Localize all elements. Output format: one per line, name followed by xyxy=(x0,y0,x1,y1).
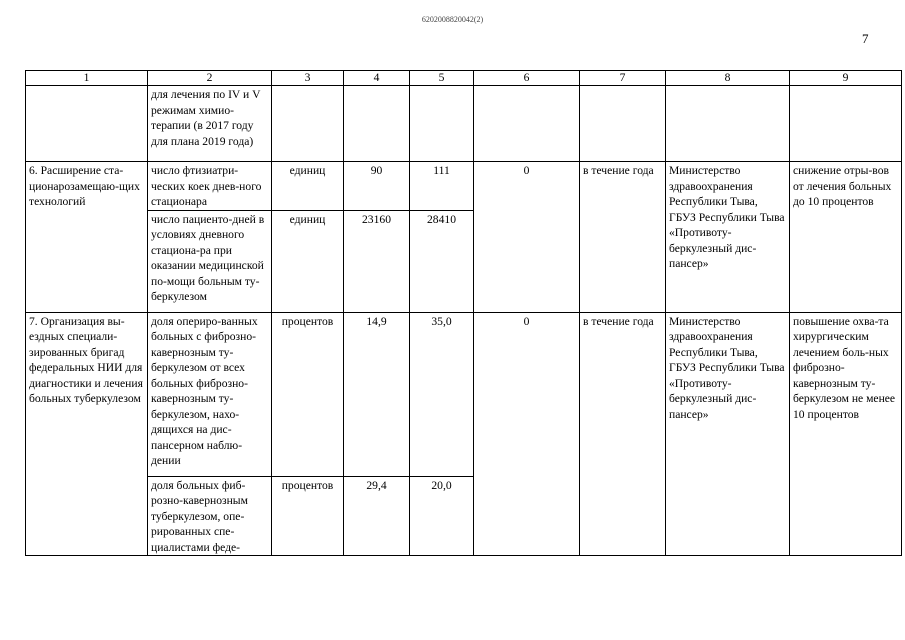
table-cell xyxy=(344,86,410,162)
document-id: 6202008820042(2) xyxy=(421,15,484,24)
table-row xyxy=(26,86,902,162)
measure-cell: 7. Организация вы-ездных специали-зированных бригад федеральных НИИ для диагностики и лечения больных туберкулезом xyxy=(26,312,148,556)
header-cell-5: 5 xyxy=(410,71,474,86)
result-cell: повышение охва-та хирургическим лечением боль-ных фиброзно-кавернозным ту-беркулезом не менее 10 процентов xyxy=(790,312,902,556)
unit-cell: процентов xyxy=(272,476,344,556)
executor-cell: Министерство здравоохранения Республики Тыва, ГБУЗ Республики Тыва «Противоту-беркулезный дис-пансер» xyxy=(666,312,790,556)
indicator-cell: доля больных фиб-розно-кавернозным туберкулезом, опе-рированных спе-циалистами феде- xyxy=(148,476,272,556)
indicator-cell: для лечения по IV и V режимам химио-терапии (в 2017 году для плана 2019 года) xyxy=(148,86,272,162)
table-cell xyxy=(580,86,666,162)
header-cell-8: 8 xyxy=(666,71,790,86)
header-cell-9: 9 xyxy=(790,71,902,86)
header-cell-4: 4 xyxy=(344,71,410,86)
unit-cell: процентов xyxy=(272,312,344,476)
table-cell xyxy=(26,86,148,162)
value-base-cell: 90 xyxy=(344,162,410,211)
unit-cell: единиц xyxy=(272,162,344,211)
value-target-cell: 35,0 xyxy=(410,312,474,476)
executor-cell: Министерство здравоохранения Республики Тыва, ГБУЗ Республики Тыва «Противоту-беркулезный дис-пансер» xyxy=(666,162,790,313)
funding-cell: 0 xyxy=(474,312,580,556)
unit-cell: единиц xyxy=(272,210,344,312)
period-cell: в течение года xyxy=(580,312,666,556)
header-cell-2: 2 xyxy=(148,71,272,86)
period-cell: в течение года xyxy=(580,162,666,313)
value-target-cell: 28410 xyxy=(410,210,474,312)
funding-cell: 0 xyxy=(474,162,580,313)
header-cell-3: 3 xyxy=(272,71,344,86)
indicator-cell: число пациенто-дней в условиях дневного стациона-ра при оказании медицинской по-мощи больным ту-беркулезом xyxy=(148,210,272,312)
page-number: 7 xyxy=(862,31,869,46)
measure-cell: 6. Расширение ста-ционарозамещаю-щих технологий xyxy=(26,162,148,313)
value-base-cell: 14,9 xyxy=(344,312,410,476)
header-cell-1: 1 xyxy=(26,71,148,86)
value-base-cell: 23160 xyxy=(344,210,410,312)
table-cell xyxy=(790,86,902,162)
result-cell: снижение отры-вов от лечения больных до 10 процентов xyxy=(790,162,902,313)
indicator-cell: число фтизиатри-ческих коек днев-ного стационара xyxy=(148,162,272,211)
value-target-cell: 111 xyxy=(410,162,474,211)
table-cell xyxy=(666,86,790,162)
value-target-cell: 20,0 xyxy=(410,476,474,556)
table-cell xyxy=(272,86,344,162)
table-cell xyxy=(474,86,580,162)
plan-table xyxy=(25,70,902,556)
table-row xyxy=(26,162,902,211)
header-cell-6: 6 xyxy=(474,71,580,86)
header-cell-7: 7 xyxy=(580,71,666,86)
value-base-cell: 29,4 xyxy=(344,476,410,556)
header-row xyxy=(26,71,902,86)
table-cell xyxy=(410,86,474,162)
table-row xyxy=(26,312,902,476)
indicator-cell: доля опериро-ванных больных с фиброзно-кавернозным ту-беркулезом от всех больных фиброзно-кавернозным ту-беркулезом, нахо-дящихся на дис-пансерном наблю-дении xyxy=(148,312,272,476)
